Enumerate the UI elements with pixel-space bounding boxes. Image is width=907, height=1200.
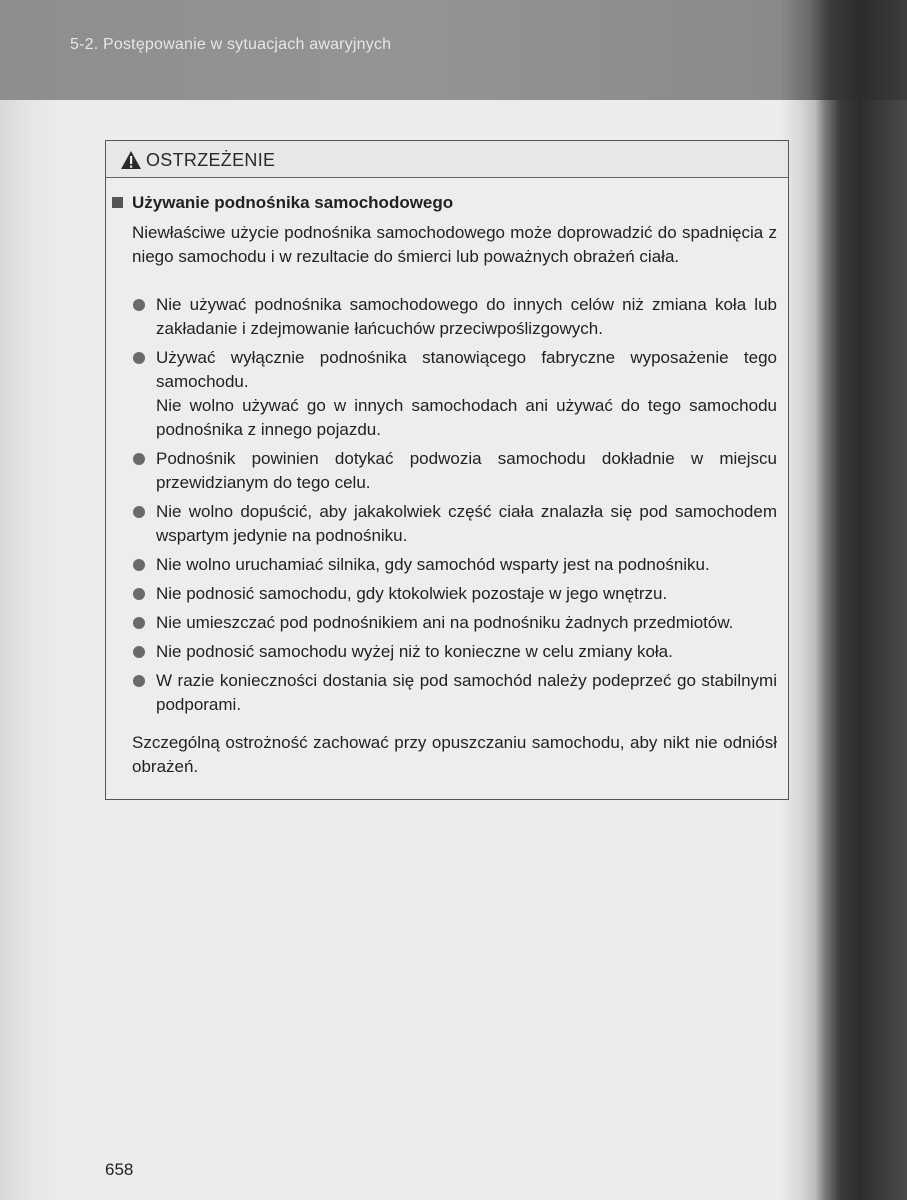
list-item xyxy=(132,582,777,606)
list-item-text: Nie wolno uruchamiać silnika, gdy samochód wsparty jest na podnośniku. xyxy=(156,555,710,574)
bullet-dot-icon xyxy=(133,646,145,658)
warning-triangle-icon xyxy=(120,150,142,170)
warning-header xyxy=(106,141,788,178)
warning-label: OSTRZEŻENIE xyxy=(146,150,276,170)
bullet-dot-icon xyxy=(133,617,145,629)
list-item-text: Nie używać podnośnika samochodowego do innych celów niż zmiana koła lub zakładanie i zdejmowanie łańcuchów przeciwpoślizgowych. xyxy=(156,295,777,338)
list-item-text: Nie umieszczać pod podnośnikiem ani na podnośniku żadnych przedmiotów. xyxy=(156,613,734,632)
header-band xyxy=(0,0,907,100)
bullet-dot-icon xyxy=(133,559,145,571)
warning-box xyxy=(105,140,789,800)
bullet-dot-icon xyxy=(133,588,145,600)
list-item xyxy=(132,669,777,717)
list-item-text: Nie podnosić samochodu wyżej niż to konieczne w celu zmiany koła. xyxy=(156,642,673,661)
page-number: 658 xyxy=(105,1160,134,1179)
list-item xyxy=(132,553,777,577)
list-item xyxy=(132,346,777,442)
list-item xyxy=(132,500,777,548)
section-title: 5-2. Postępowanie w sytuacjach awaryjnych xyxy=(70,36,392,53)
bullet-dot-icon xyxy=(133,675,145,687)
square-bullet-icon xyxy=(112,197,123,208)
bullet-list xyxy=(132,293,777,722)
list-item xyxy=(132,293,777,341)
list-item xyxy=(132,640,777,664)
list-item xyxy=(132,611,777,635)
list-item-text: W razie konieczności dostania się pod samochód należy podeprzeć go stabilnymi podporami. xyxy=(156,671,777,714)
list-item-text: Używać wyłącznie podnośnika stanowiącego fabryczne wyposażenie tego samochodu. xyxy=(156,348,777,391)
list-item xyxy=(132,447,777,495)
list-item-subtext: Nie wolno używać go w innych samochodach ani używać do tego samochodu podnośnika z innego pojazdu. xyxy=(156,396,777,439)
list-item-text: Nie wolno dopuścić, aby jakakolwiek część ciała znalazła się pod samochodem wspartym jedynie na podnośniku. xyxy=(156,502,777,545)
bullet-dot-icon xyxy=(133,352,145,364)
subheading: Używanie podnośnika samochodowego xyxy=(132,193,454,212)
bullet-dot-icon xyxy=(133,506,145,518)
list-item-text: Nie podnosić samochodu, gdy ktokolwiek pozostaje w jego wnętrzu. xyxy=(156,584,668,603)
intro-paragraph: Niewłaściwe użycie podnośnika samochodowego może doprowadzić do spadnięcia z niego samochodu i w rezultacie do śmierci lub poważnych obrażeń ciała. xyxy=(132,223,777,266)
outro-paragraph: Szczególną ostrożność zachować przy opuszczaniu samochodu, aby nikt nie odniósł obrażeń. xyxy=(132,733,777,776)
bullet-dot-icon xyxy=(133,299,145,311)
bullet-dot-icon xyxy=(133,453,145,465)
list-item-text: Podnośnik powinien dotykać podwozia samochodu dokładnie w miejscu przewidzianym do tego celu. xyxy=(156,449,777,492)
